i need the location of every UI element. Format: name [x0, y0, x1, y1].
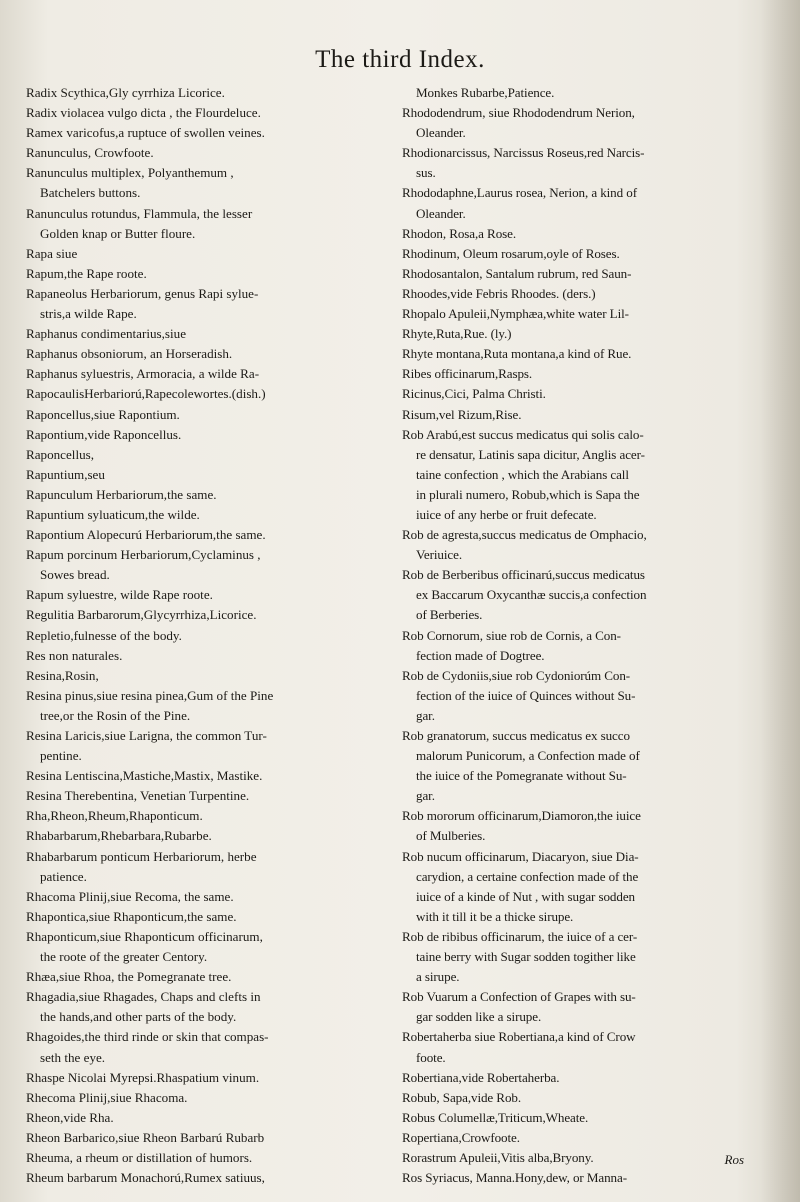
index-entry: Rhagadia,siue Rhagades, Chaps and clefts in	[26, 989, 261, 1005]
index-entry: Rob mororum officinarum,Diamoron,the iuice	[402, 808, 641, 824]
index-entry: Rhyte,Ruta,Rue. (ly.)	[402, 326, 512, 342]
index-entry: Raphanus obsoniorum, an Horseradish.	[26, 346, 233, 362]
index-entry: of Mulberies.	[416, 828, 486, 844]
index-entry: sus.	[416, 165, 436, 181]
index-entry: the iuice of the Pomegranate without Su-	[416, 768, 627, 784]
index-entry: taine berry with Sugar sodden togither like	[416, 949, 636, 965]
index-entry: Robub, Sapa,vide Rob.	[402, 1089, 522, 1105]
index-entry: Ricinus,Cici, Palma Christi.	[402, 386, 546, 402]
index-entry: Raphanus condimentarius,siue	[26, 326, 187, 342]
index-entry: tree,or the Rosin of the Pine.	[40, 707, 191, 723]
index-entry: Veriuice.	[416, 547, 462, 563]
index-entry: Rob de ribibus officinarum, the iuice of a cer-	[402, 928, 638, 944]
index-entry: with it till it be a thicke sirupe.	[416, 908, 574, 924]
index-entry: Rob de Cydoniis,siue rob Cydoniorúm Con-	[402, 667, 631, 683]
index-entry: of Berberies.	[416, 607, 483, 623]
catchword: Ros	[724, 1152, 744, 1167]
index-entry: Resina pinus,siue resina pinea,Gum of the Pine	[26, 687, 274, 703]
index-entry: Resina,Rosin,	[26, 667, 99, 683]
index-entry: re densatur, Latinis sapa dicitur, Anglis acer-	[416, 446, 645, 462]
index-entry: Rhabarbarum ponticum Herbariorum, herbe	[26, 848, 257, 864]
index-entry: Oleander.	[416, 125, 466, 141]
index-entry: iuice of a kinde of Nut , with sugar sodden	[416, 888, 635, 904]
index-entry: Rheon Barbarico,siue Rheon Barbarú Rubarb	[26, 1129, 265, 1145]
index-entry: gar.	[416, 788, 435, 804]
page-header: The third Index.	[315, 46, 485, 73]
index-entry: Rhopalo Apuleii,Nymphæa,white water Lil-	[402, 306, 629, 322]
index-entry: Raponcellus,siue Rapontium.	[26, 406, 180, 422]
index-entry: Monkes Rubarbe,Patience.	[416, 85, 555, 100]
index-entry: Rhododaphne,Laurus rosea, Nerion, a kind of	[402, 185, 637, 201]
index-entry: Rapum syluestre, wilde Rape roote.	[26, 587, 213, 603]
index-entry: iuice of any herbe or fruit defecate.	[416, 506, 597, 522]
index-entry: Res non naturales.	[26, 647, 123, 663]
index-entry: in plurali numero, Robub,which is Sapa the	[416, 486, 640, 502]
index-entry: Resina Laricis,siue Larigna, the common Tur-	[26, 728, 267, 743]
index-entry: ex Baccarum Oxycanthæ succis,a confection	[416, 587, 647, 603]
index-entry: pentine.	[40, 748, 82, 764]
index-entry: Robertaherba siue Robertiana,a kind of Crow	[402, 1029, 636, 1045]
index-entry: Rhoodes,vide Febris Rhoodes. (ders.)	[402, 285, 596, 301]
index-entry: Radix Scythica,Gly cyrrhiza Licorice.	[26, 85, 225, 100]
index-entry: Rapuntium syluaticum,the wilde.	[26, 506, 200, 522]
index-entry: the roote of the greater Centory.	[40, 949, 208, 965]
index-entry: carydion, a certaine confection made of the	[416, 868, 639, 884]
index-entry: Rhododendrum, siue Rhododendrum Nerion,	[402, 105, 635, 121]
index-entry: patience.	[40, 868, 87, 884]
index-entry: Rhecoma Plinij,siue Rhacoma.	[26, 1089, 188, 1105]
index-entry: gar.	[416, 707, 435, 723]
index-entry: foote.	[416, 1049, 446, 1065]
index-entry: Rapontium Alopecurú Herbariorum,the same.	[26, 527, 266, 543]
index-entry: fection of the iuice of Quinces without Su-	[416, 687, 636, 703]
index-entry: gar sodden like a sirupe.	[416, 1009, 542, 1025]
index-entry: Sowes bread.	[40, 567, 110, 583]
index-entry: Repletio,fulnesse of the body.	[26, 627, 182, 643]
index-entry: Batchelers buttons.	[40, 185, 141, 201]
index-entry: Oleander.	[416, 205, 466, 221]
index-entry: RapocaulisHerbariorú,Rapecolewortes.(dish.)	[26, 386, 266, 402]
index-entry: Rob de agresta,succus medicatus de Omphacio,	[402, 527, 647, 543]
index-entry: Ranunculus, Crowfoote.	[26, 145, 154, 161]
index-entry: Rapuntium,seu	[26, 466, 105, 482]
index-entry: Rapunculum Herbariorum,the same.	[26, 486, 217, 502]
index-entry: Ropertiana,Crowfoote.	[402, 1129, 520, 1145]
index-entry: Rapa siue	[26, 245, 78, 261]
index-entry: Risum,vel Rizum,Rise.	[402, 406, 522, 422]
index-entry: Raphanus syluestris, Armoracia, a wilde Ra-	[26, 366, 260, 382]
index-entry: Rhagoides,the third rinde or skin that compas-	[26, 1029, 269, 1045]
index-entry: Ranunculus rotundus, Flammula, the lesser	[26, 205, 253, 221]
index-entry: a sirupe.	[416, 969, 460, 985]
index-entry: Rhaponticum,siue Rhaponticum officinarum,	[26, 928, 263, 944]
left-column	[26, 83, 381, 1188]
index-entry: Ros Syriacus, Manna.Hony,dew, or Manna-	[402, 1170, 627, 1186]
index-entry: Rob nucum officinarum, Diacaryon, siue Dia-	[402, 848, 639, 864]
index-entry: Rapaneolus Herbariorum, genus Rapi sylue-	[26, 285, 259, 301]
index-entry: Rapontium,vide Raponcellus.	[26, 426, 182, 442]
index-entry: Ranunculus multiplex, Polyanthemum ,	[26, 165, 234, 181]
index-entry: Rhapontica,siue Rhaponticum,the same.	[26, 908, 237, 924]
index-entry: Rorastrum Apuleii,Vitis alba,Bryony.	[402, 1149, 594, 1165]
index-entry: Rhodon, Rosa,a Rose.	[402, 225, 517, 241]
page-edge-shadow	[760, 0, 800, 1202]
index-entry: Rha,Rheon,Rheum,Rhaponticum.	[26, 808, 203, 824]
index-entry: Rob de Berberibus officinarú,succus medicatus	[402, 567, 645, 583]
index-entry: Rheuma, a rheum or distillation of humors.	[26, 1149, 253, 1165]
index-entry: Rob Cornorum, siue rob de Cornis, a Con-	[402, 627, 621, 643]
index-entry: Rhodinum, Oleum rosarum,oyle of Roses.	[402, 245, 620, 261]
index-entry: Rhyte montana,Ruta montana,a kind of Rue.	[402, 346, 632, 362]
index-entry: Robus Columellæ,Triticum,Wheate.	[402, 1109, 589, 1125]
index-entry: taine confection , which the Arabians call	[416, 466, 629, 482]
index-entry: Rheon,vide Rha.	[26, 1109, 114, 1125]
index-entry: Rob granatorum, succus medicatus ex succo	[402, 728, 630, 743]
index-entry: Golden knap or Butter floure.	[40, 225, 196, 241]
index-entry: Resina Lentiscina,Mastiche,Mastix, Mastike.	[26, 768, 263, 784]
index-entry: Rob Arabú,est succus medicatus qui solis calo-	[402, 426, 644, 442]
index-entry: Rhæa,siue Rhoa, the Pomegranate tree.	[26, 969, 232, 985]
index-entry: Rhodionarcissus, Narcissus Roseus,red Narcis-	[402, 145, 645, 161]
index-entry: Radix violacea vulgo dicta , the Flourdeluce.	[26, 105, 261, 121]
index-entry: Ribes officinarum,Rasps.	[402, 366, 533, 382]
index-entry: Rhaspe Nicolai Myrepsi.Rhaspatium vinum.	[26, 1069, 260, 1085]
index-entry: Ramex varicofus,a ruptuce of swollen veines.	[26, 125, 265, 141]
index-entry: Robertiana,vide Robertaherba.	[402, 1069, 560, 1085]
index-entry: fection made of Dogtree.	[416, 647, 545, 663]
index-entry: Rob Vuarum a Confection of Grapes with su-	[402, 989, 636, 1005]
index-entry: the hands,and other parts of the body.	[40, 1009, 237, 1025]
right-column	[402, 83, 770, 1188]
index-entry: Regulitia Barbarorum,Glycyrrhiza,Licorice.	[26, 607, 257, 623]
index-entry: Rhacoma Plinij,siue Recoma, the same.	[26, 888, 234, 904]
index-entry: Resina Therebentina, Venetian Turpentine.	[26, 788, 250, 804]
index-entry: Rapum,the Rape roote.	[26, 265, 147, 281]
index-entry: Rapum porcinum Herbariorum,Cyclaminus ,	[26, 547, 261, 563]
index-entry: Rheum barbarum Monachorú,Rumex satiuus,	[26, 1170, 265, 1186]
index-entry: Rhodosantalon, Santalum rubrum, red Saun-	[402, 265, 632, 281]
index-entry: seth the eye.	[40, 1049, 106, 1065]
index-entry: stris,a wilde Rape.	[40, 306, 137, 322]
index-entry: Rhabarbarum,Rhebarbara,Rubarbe.	[26, 828, 212, 844]
index-entry: Raponcellus,	[26, 446, 95, 462]
index-entry: malorum Punicorum, a Confection made of	[416, 748, 640, 764]
